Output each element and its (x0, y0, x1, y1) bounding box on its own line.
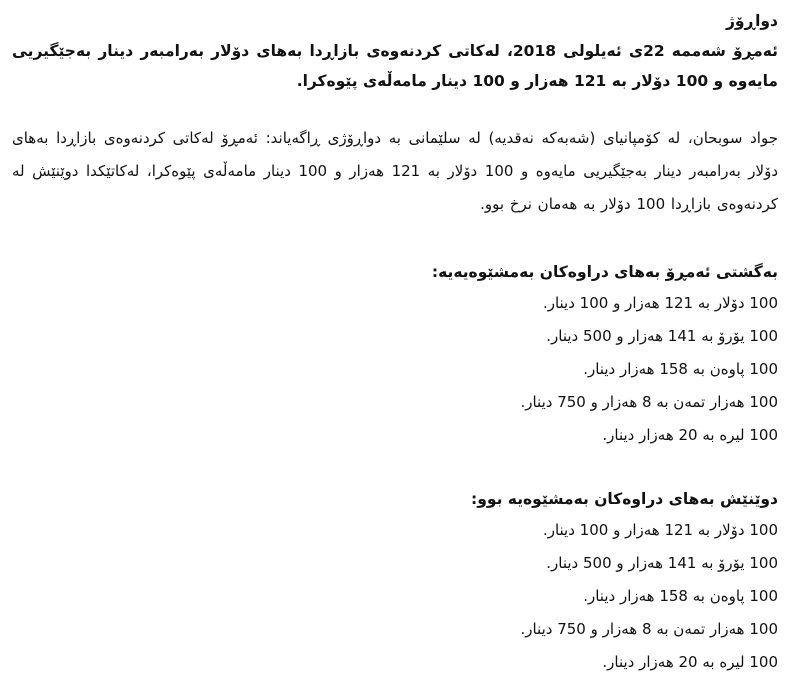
list-item: 100 هەزار تمەن بە 8 هەزار و 750 دینار. (520, 393, 778, 411)
list-item: 100 یۆرۆ بە 141 هەزار و 500 دینار. (546, 554, 778, 572)
today-rates-list (12, 287, 778, 452)
list-item: 100 پاوەن بە 158 هەزار دینار. (583, 587, 778, 605)
list-item: 100 دۆلار بە 121 هەزار و 100 دینار. (542, 294, 778, 312)
list-item: 100 لیرە بە 20 هەزار دینار. (602, 426, 778, 444)
list-item: 100 هەزار تمەن بە 8 هەزار و 750 دینار. (520, 620, 778, 638)
list-item: 100 دۆلار بە 121 هەزار و 100 دینار. (542, 521, 778, 539)
yesterday-rates-list (12, 514, 778, 679)
list-item: 100 پاوەن بە 158 هەزار دینار. (583, 360, 778, 378)
list-item: 100 لیرە بە 20 هەزار دینار. (602, 653, 778, 671)
article-lead: ئەمڕۆ شەممە 22ی ئەیلولی 2018، لەکاتی کردنەوەی بازاڕدا بەهای دۆلار بەرامبەر دینار بەجێگیریی مایەوە و 100 دۆلار بە 121 هەزار و 100 دینار مامەڵەی پێوەکرا. (12, 42, 778, 90)
yesterday-rates-heading: دوێنێش بەهای دراوەکان بەمشێوەیە بوو: (471, 490, 778, 508)
list-item: 100 یۆرۆ بە 141 هەزار و 500 دینار. (546, 327, 778, 345)
article-source-title: دواڕۆژ (725, 12, 778, 30)
article-body: جواد سوبحان، لە کۆمپانیای (شەبەکە نەقدیە) لە سلێمانی بە دواڕۆژی ڕاگەیاند: ئەمڕۆ لەکاتی کردنەوەی بازاڕدا بەهای دۆلار بەرامبەر دینار بەجێگیریی مایەوە و 100 دۆلار بە 121 هەزار و 100 دینار مامەڵەی پێوەکرا، لەکاتێکدا دوێنێش لە کردنەوەی بازاڕدا 100 دۆلار بە هەمان نرخ بوو. (12, 129, 779, 213)
today-rates-heading: بەگشتی ئەمڕۆ بەهای دراوەکان بەمشێوەیەیە: (431, 263, 778, 281)
